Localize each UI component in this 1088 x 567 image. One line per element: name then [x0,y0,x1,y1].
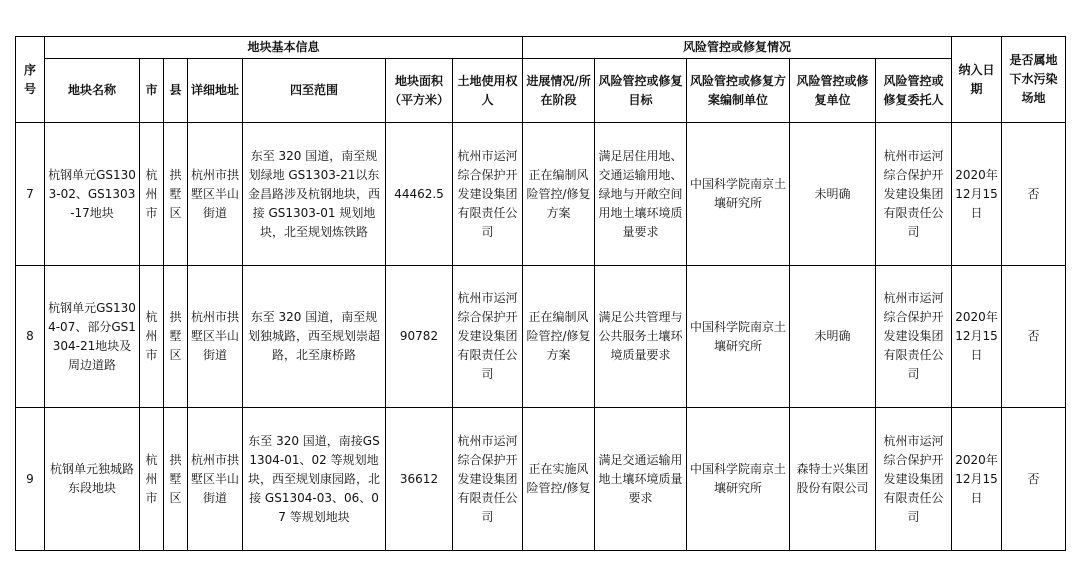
table-row [16,123,1066,266]
cell-boundary: 东至 320 国道，南接GS1304-01、02 等规划地块，西至规划康园路，北接 GS1304-03、06、07 等规划地块 [243,408,386,551]
header-owner: 土地使用权人 [453,59,523,123]
cell-address: 杭州市拱墅区半山街道 [188,266,243,408]
table-row [16,266,1066,408]
cell-area: 44462.5 [386,123,453,266]
cell-owner: 杭州市运河综合保护开发建设集团有限责任公司 [453,123,523,266]
cell-owner: 杭州市运河综合保护开发建设集团有限责任公司 [453,408,523,551]
cell-city: 杭州市 [140,123,164,266]
cell-repair-unit: 未明确 [790,123,876,266]
group-header-row [16,37,1066,59]
cell-entry-date: 2020年12月15日 [952,408,1002,551]
header-basic-info: 地块基本信息 [45,37,523,59]
cell-city: 杭州市 [140,266,164,408]
header-boundary: 四至范围 [243,59,386,123]
header-plan-unit: 风险管控或修复方案编制单位 [687,59,790,123]
cell-site-name: 杭钢单元GS1303-02、GS1303-17地块 [45,123,140,266]
cell-seq: 7 [16,123,45,266]
header-progress: 进展情况/所在阶段 [523,59,595,123]
cell-client: 杭州市运河综合保护开发建设集团有限责任公司 [876,123,952,266]
cell-address: 杭州市拱墅区半山街道 [188,408,243,551]
header-client: 风险管控或修复委托人 [876,59,952,123]
cell-county: 拱墅区 [164,123,188,266]
cell-repair-unit: 未明确 [790,266,876,408]
cell-groundwater: 否 [1002,408,1066,551]
cell-owner: 杭州市运河综合保护开发建设集团有限责任公司 [453,266,523,408]
cell-target: 满足公共管理与公共服务土壤环境质量要求 [595,266,687,408]
cell-plan-unit: 中国科学院南京土壤研究所 [687,408,790,551]
cell-groundwater: 否 [1002,266,1066,408]
header-seq: 序号 [16,37,45,123]
cell-plan-unit: 中国科学院南京土壤研究所 [687,123,790,266]
cell-repair-unit: 森特士兴集团股份有限公司 [790,408,876,551]
header-area: 地块面积（平方米） [386,59,453,123]
cell-area: 36612 [386,408,453,551]
header-entry-date: 纳入日期 [952,37,1002,123]
cell-county: 拱墅区 [164,266,188,408]
header-site-name: 地块名称 [45,59,140,123]
header-address: 详细地址 [188,59,243,123]
header-city: 市 [140,59,164,123]
cell-progress: 正在编制风险管控/修复方案 [523,266,595,408]
table-row [16,408,1066,551]
cell-target: 满足居住用地、交通运输用地、绿地与开敞空间用地土壤环境质量要求 [595,123,687,266]
cell-entry-date: 2020年12月15日 [952,123,1002,266]
cell-progress: 正在实施风险管控/修复 [523,408,595,551]
cell-boundary: 东至 320 国道，南至规划绿地 GS1303-21以东金昌路涉及杭钢地块，西接 GS1303-01 规划地块，北至规划炼铁路 [243,123,386,266]
cell-boundary: 东至 320 国道，南至规划独城路，西至规划崇超路，北至康桥路 [243,266,386,408]
header-repair-unit: 风险管控或修复单位 [790,59,876,123]
site-list-table [15,36,1066,551]
sub-header-row [16,59,1066,123]
cell-area: 90782 [386,266,453,408]
cell-groundwater: 否 [1002,123,1066,266]
cell-target: 满足交通运输用地土壤环境质量要求 [595,408,687,551]
cell-site-name: 杭钢单元独城路东段地块 [45,408,140,551]
cell-client: 杭州市运河综合保护开发建设集团有限责任公司 [876,408,952,551]
cell-client: 杭州市运河综合保护开发建设集团有限责任公司 [876,266,952,408]
header-target: 风险管控或修复目标 [595,59,687,123]
cell-site-name: 杭钢单元GS1304-07、部分GS1304-21地块及周边道路 [45,266,140,408]
cell-county: 拱墅区 [164,408,188,551]
header-county: 县 [164,59,188,123]
cell-seq: 9 [16,408,45,551]
header-risk-control: 风险管控或修复情况 [523,37,952,59]
cell-entry-date: 2020年12月15日 [952,266,1002,408]
cell-address: 杭州市拱墅区半山街道 [188,123,243,266]
header-groundwater: 是否属地下水污染场地 [1002,37,1066,123]
cell-seq: 8 [16,266,45,408]
cell-city: 杭州市 [140,408,164,551]
cell-progress: 正在编制风险管控/修复方案 [523,123,595,266]
cell-plan-unit: 中国科学院南京土壤研究所 [687,266,790,408]
